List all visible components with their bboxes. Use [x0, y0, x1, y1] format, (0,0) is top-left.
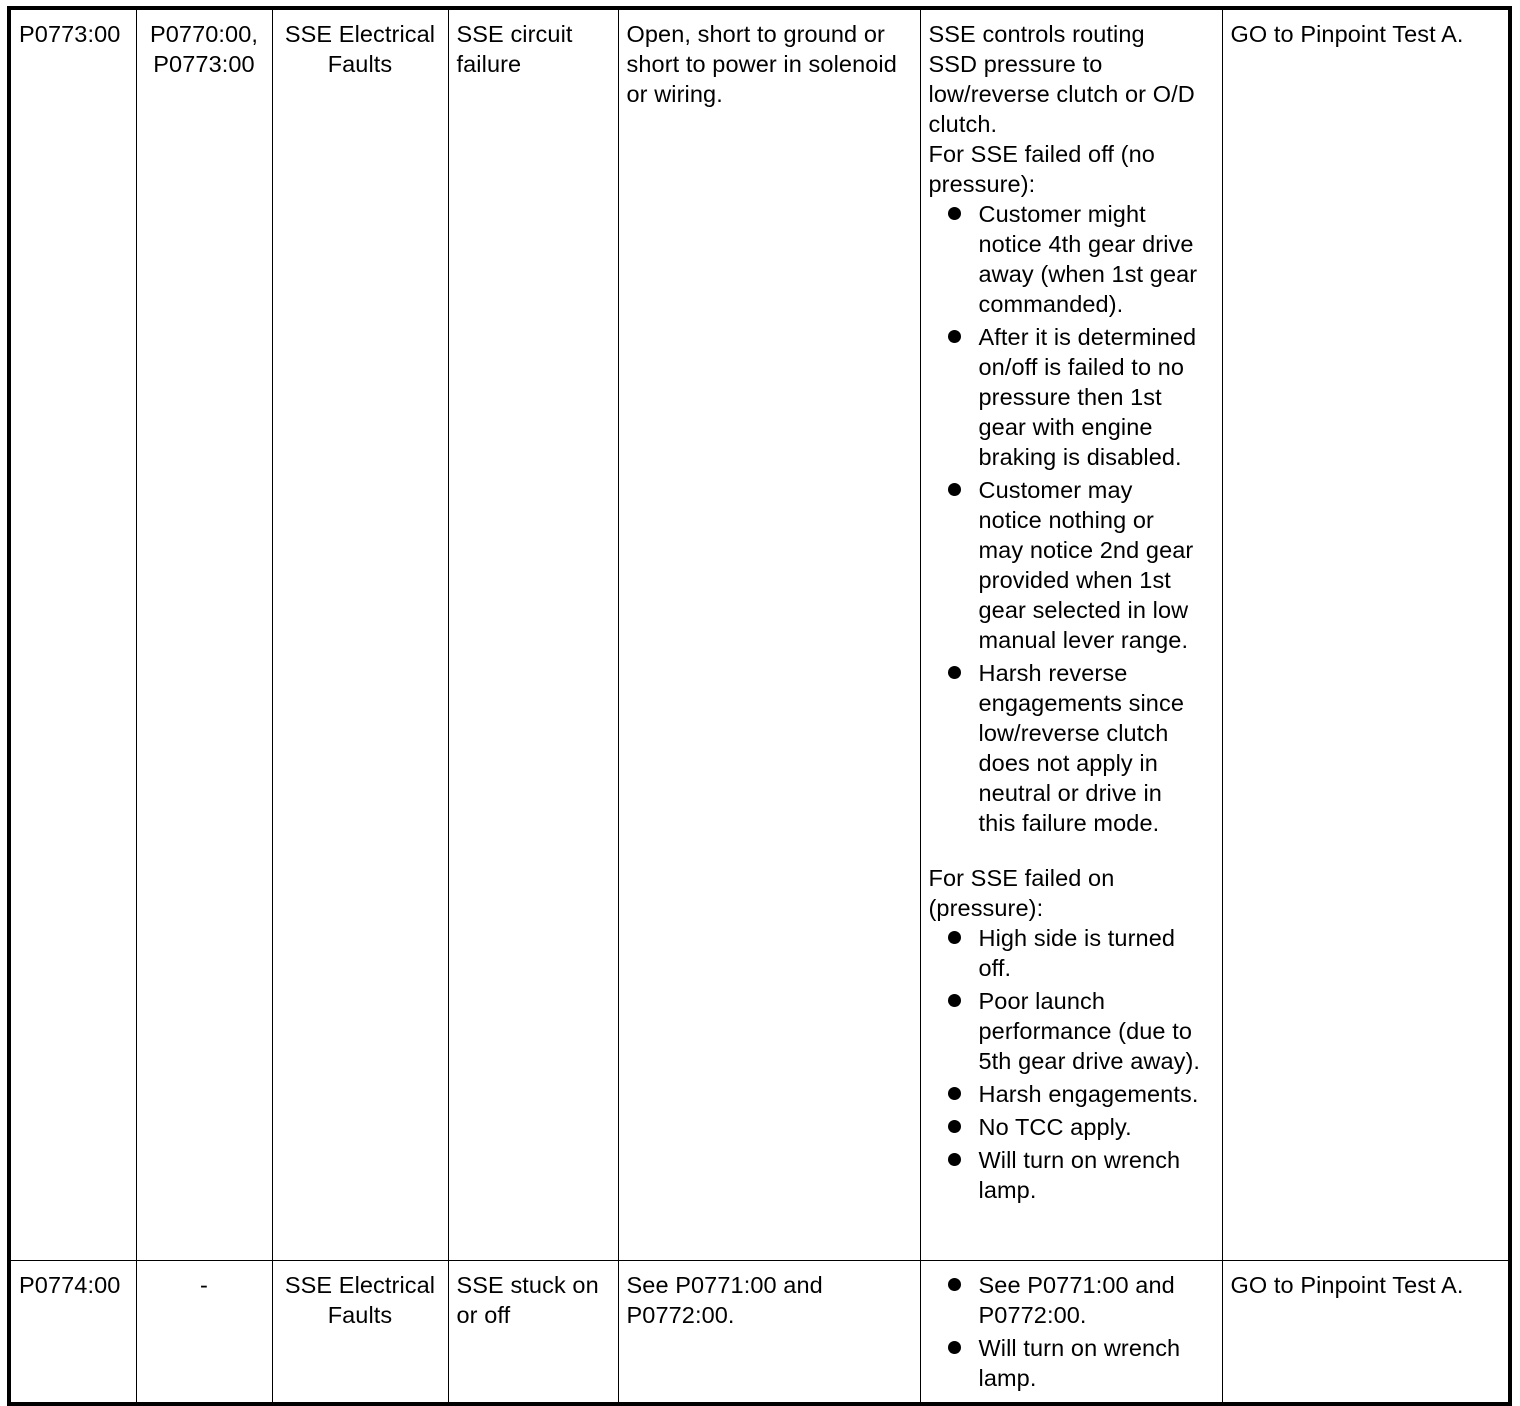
- action-link: GO to Pinpoint Test A.: [1230, 1271, 1464, 1298]
- list-item-text: High side is turned off.: [978, 925, 1176, 981]
- bullet-dot-icon: [948, 1153, 961, 1166]
- failed-on-heading: For SSE failed on (pressure):: [928, 865, 1115, 921]
- list-item: [929, 1333, 1214, 1393]
- symptoms-cell: [920, 8, 1222, 1260]
- list-item: [929, 1112, 1214, 1142]
- list-item: [929, 199, 1214, 319]
- action-cell: [1222, 1260, 1510, 1404]
- table-row: [9, 1260, 1510, 1404]
- description: SSE stuck on or off: [456, 1271, 599, 1328]
- bullet-dot-icon: [948, 483, 961, 496]
- failed-off-list: [929, 199, 1214, 838]
- system-cell: [272, 1260, 448, 1404]
- action-cell: [1222, 8, 1510, 1260]
- list-item-text: No TCC apply.: [978, 1114, 1132, 1140]
- dtc-code-cell: [9, 1260, 136, 1404]
- description-cell: [448, 8, 618, 1260]
- dtc-code: P0773:00: [19, 21, 121, 47]
- system: SSE Electrical Faults: [284, 21, 436, 77]
- condition-cell: [618, 1260, 920, 1404]
- dtc-code-cell: [9, 8, 136, 1260]
- list-item-text: Will turn on wrench lamp.: [978, 1334, 1181, 1391]
- list-item: [929, 1145, 1214, 1205]
- dtc-code: P0774:00: [19, 1271, 121, 1298]
- list-item-text: See P0771:00 and P0772:00.: [978, 1271, 1175, 1328]
- bullet-dot-icon: [948, 207, 961, 220]
- list-item: [929, 322, 1214, 472]
- list-item: [929, 986, 1214, 1076]
- list-item-text: Poor launch performance (due to 5th gear drive away).: [978, 988, 1201, 1074]
- condition-cell: [618, 8, 920, 1260]
- list-item-text: After it is determined on/off is failed to no pressure then 1st gear with engine braking is disabled.: [978, 324, 1197, 470]
- system: SSE Electrical Faults: [284, 1271, 436, 1328]
- bullet-dot-icon: [948, 931, 961, 944]
- related-dtc-cell: [136, 8, 272, 1260]
- symptoms-cell: [920, 1260, 1222, 1404]
- dtc-table: [7, 6, 1512, 1406]
- list-item: [929, 923, 1214, 983]
- bullet-dot-icon: [948, 1120, 961, 1133]
- list-item-text: Harsh engagements.: [978, 1081, 1199, 1107]
- action-link: GO to Pinpoint Test A.: [1230, 21, 1464, 47]
- bullet-dot-icon: [948, 994, 961, 1007]
- list-item: [929, 475, 1214, 655]
- bullet-dot-icon: [948, 1341, 961, 1354]
- condition: See P0771:00 and P0772:00.: [626, 1271, 823, 1328]
- list-item: [929, 1270, 1214, 1330]
- failed-on-list: [929, 923, 1214, 1205]
- bullet-dot-icon: [948, 330, 961, 343]
- related-dtcs: P0770:00, P0773:00: [149, 21, 259, 77]
- symptoms-intro: SSE controls routing SSD pressure to low/reverse clutch or O/D clutch.: [928, 21, 1195, 137]
- list-item-text: Customer might notice 4th gear drive away (when 1st gear commanded).: [978, 201, 1198, 317]
- related-dtc-cell: [136, 1260, 272, 1404]
- bullet-dot-icon: [948, 1087, 961, 1100]
- list-item: [929, 658, 1214, 838]
- description: SSE circuit failure: [456, 21, 573, 77]
- list-item: [929, 1079, 1214, 1109]
- related-dtcs: -: [200, 1271, 208, 1298]
- description-cell: [448, 1260, 618, 1404]
- list-item-text: Harsh reverse engagements since low/reverse clutch does not apply in neutral or drive in this failure mode.: [978, 660, 1185, 836]
- bullet-dot-icon: [948, 666, 961, 679]
- table-row: [9, 8, 1510, 1260]
- system-cell: [272, 8, 448, 1260]
- condition: Open, short to ground or short to power in solenoid or wiring.: [626, 21, 897, 107]
- bullet-dot-icon: [948, 1278, 961, 1291]
- list-item-text: Customer may notice nothing or may notice 2nd gear provided when 1st gear selected in low manual lever range.: [978, 477, 1194, 653]
- failed-off-heading: For SSE failed off (no pressure):: [928, 141, 1155, 197]
- list-item-text: Will turn on wrench lamp.: [978, 1147, 1181, 1203]
- symptoms-list: [929, 1270, 1214, 1393]
